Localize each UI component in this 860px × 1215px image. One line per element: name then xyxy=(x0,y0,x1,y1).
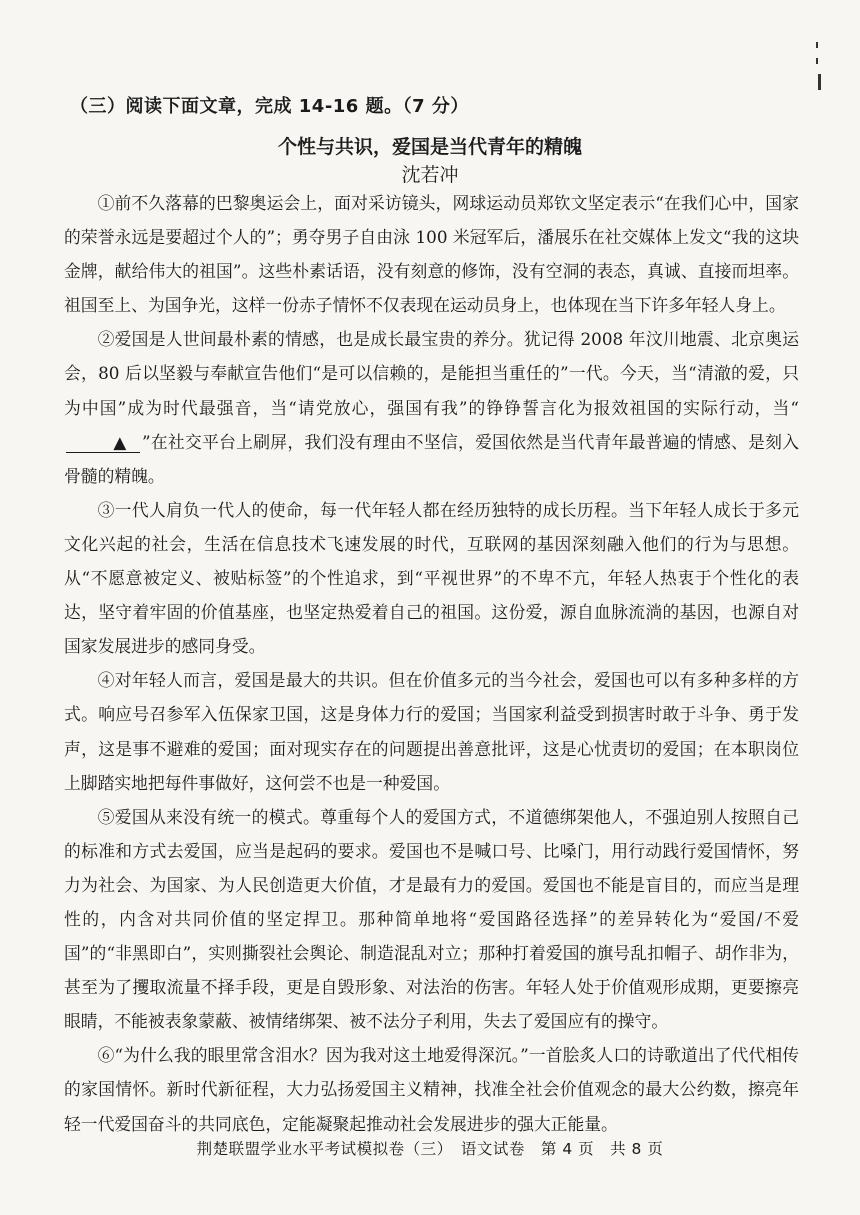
paragraph-4: ④对年轻人而言，爱国是最大的共识。但在价值多元的当今社会，爱国也可以有多种多样的方式。响应号召参军入伍保家卫国，这是身体力行的爱国；当国家利益受到损害时敢于斗争、勇于发声，这是事不避难的爱国；面对现实存在的问题提出善意批评，这是心忧责切的爱国；在本职岗位上脚踏实地把每件事做好，这何尝不也是一种爱国。 xyxy=(64,670,799,793)
paragraph-2-before-blank: ②爱国是人世间最朴素的情感，也是成长最宝贵的养分。犹记得 2008 年汶川地震、北京奥运会，80 后以坚毅与奉献宣告他们“是可以信赖的，是能担当重任的”一代。今天，当“清澈的爱，只为中国”成为时代最强音，当“请党放心，强国有我”的铮铮誓言化为报效祖国的实际行动，当“ xyxy=(64,329,799,418)
page-footer: 荆楚联盟学业水平考试模拟卷（三） 语文试卷 第 4 页 共 8 页 xyxy=(196,1140,664,1158)
paragraph-3: ③一代人肩负一代人的使命，每一代年轻人都在经历独特的成长历程。当下年轻人成长于多元文化兴起的社会，生活在信息技术飞速发展的时代，互联网的基因深刻融入他们的行为与思想。从“不愿意被定义、被贴标签”的个性追求，到“平视世界”的不卑不亢，年轻人热衷于个性化的表达，坚守着牢固的价值基座，也坚定热爱着自己的祖国。这份爱，源自血脉流淌的基因，也源自对国家发展进步的感同身受。 xyxy=(64,499,799,657)
scan-corner-marks xyxy=(812,42,824,102)
article-body xyxy=(64,186,799,1141)
article-author: 沈若冲 xyxy=(401,164,459,186)
section-header: （三）阅读下面文章，完成 14-16 题。（7 分） xyxy=(70,96,469,117)
article-title: 个性与共识，爱国是当代青年的精魄 xyxy=(277,136,582,158)
paragraph-6: ⑥“为什么我的眼里常含泪水？因为我对这土地爱得深沉。”一首脍炙人口的诗歌道出了代代相传的家国情怀。新时代新征程，大力弘扬爱国主义精神，找准全社会价值观念的最大公约数，擦亮年轻一代爱国奋斗的共同底色，定能凝聚起推动社会发展进步的强大正能量。 xyxy=(64,1045,799,1134)
fill-in-blank: ▲ xyxy=(66,432,140,453)
paragraph-2 xyxy=(64,322,799,492)
paragraph-5: ⑤爱国从来没有统一的模式。尊重每个人的爱国方式，不道德绑架他人，不强迫别人按照自己的标准和方式去爱国，应当是起码的要求。爱国也不是喊口号、比嗓门，用行动践行爱国情怀，努力为社会、为国家、为人民创造更大价值，才是最有力的爱国。爱国也不能是盲目的，而应当是理性的，内含对共同价值的坚定捍卫。那种简单地将“爱国路径选择”的差异转化为“爱国/不爱国”的“非黑即白”，实则撕裂社会舆论、制造混乱对立；那种打着爱国的旗号乱扣帽子、胡作非为，甚至为了攫取流量不择手段，更是自毁形象、对法治的伤害。年轻人处于价值观形成期，更要擦亮眼睛，不能被表象蒙蔽、被情绪绑架、被不法分子利用，失去了爱国应有的操守。 xyxy=(64,806,799,1032)
paragraph-1: ①前不久落幕的巴黎奥运会上，面对采访镜头，网球运动员郑钦文坚定表示“在我们心中，国家的荣誉永远是要超过个人的”；勇夺男子自由泳 100 米冠军后，潘展乐在社交媒体上发文“我的这块金牌，献给伟大的祖国”。这些朴素话语，没有刻意的修饰，没有空洞的表态，真诚、直接而坦率。祖国至上、为国争光，这样一份赤子情怀不仅表现在运动员身上，也体现在当下许多年轻人身上。 xyxy=(64,193,799,316)
paragraph-2-after-blank: ”在社交平台上刷屏，我们没有理由不坚信，爱国依然是当代青年最普遍的情感、是刻入骨髓的精魄。 xyxy=(64,431,799,486)
